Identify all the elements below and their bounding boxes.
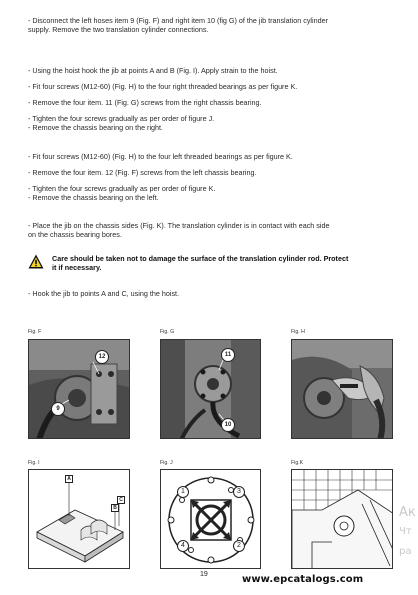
callout-a: A <box>65 475 73 483</box>
epcatalogs-link[interactable]: www.epcatalogs.com <box>242 574 364 585</box>
fig-j-drawing <box>160 469 261 569</box>
fig-j-label: Fig. J <box>160 460 173 466</box>
fig-g-label: Fig. G <box>160 329 175 335</box>
step-hook-jib: - Using the hoist hook the jib at points A and B (Fig. I). Apply strain to the hoist. <box>28 66 278 75</box>
fig-f-photo <box>28 339 130 439</box>
instruction-block-8 <box>28 184 403 203</box>
callout-order-4: 4 <box>177 540 189 552</box>
instruction-block-9 <box>28 221 403 240</box>
ghost-text-2: Чт <box>399 526 412 537</box>
callout-order-3: 3 <box>233 486 245 498</box>
step-remove-left-screws: - Remove the four item. 12 (Fig. F) screws from the left chassis bearing. <box>28 168 257 177</box>
step-hook-jib-ac: - Hook the jib to points A and C, using the hoist. <box>28 289 180 298</box>
page-number: 19 <box>200 571 208 578</box>
step-fit-left-screws: - Fit four screws (M12-60) (Fig. H) to the four left threaded bearings as per figure K. <box>28 152 293 161</box>
callout-order-2: 2 <box>233 540 245 552</box>
instruction-block-10 <box>28 289 403 298</box>
instruction-block-2 <box>28 66 403 75</box>
callout-12: 12 <box>95 350 109 364</box>
instruction-block-3 <box>28 82 403 91</box>
fig-i-drawing <box>28 469 130 569</box>
fig-k-drawing <box>291 469 393 569</box>
callout-order-1: 1 <box>177 486 189 498</box>
fig-g-photo <box>160 339 261 439</box>
callout-b: B <box>111 504 119 512</box>
step-tighten-left: - Tighten the four screws gradually as per order of figure K. - Remove the chassis bearing on the left. <box>28 184 216 203</box>
instruction-block-5 <box>28 114 403 133</box>
step-place-jib: - Place the jib on the chassis sides (Fig. K). The translation cylinder is in contact with each side on the chassis bearing bores. <box>28 221 330 240</box>
fig-h-photo <box>291 339 393 439</box>
fig-k-image <box>292 470 393 569</box>
callout-c: C <box>117 496 125 504</box>
callout-10: 10 <box>221 418 235 432</box>
callout-11: 11 <box>221 348 235 362</box>
ghost-text-3: ра <box>399 546 412 557</box>
instruction-block-4 <box>28 98 403 107</box>
fig-g-image <box>161 340 261 439</box>
warning-text: Care should be taken not to damage the surface of the translation cylinder rod. Protect it if necessary. <box>52 254 349 273</box>
callout-9: 9 <box>51 402 65 416</box>
instruction-block-6 <box>28 152 403 161</box>
fig-i-label: Fig. I <box>28 460 40 466</box>
warning-box <box>28 253 403 277</box>
step-fit-right-screws: - Fit four screws (M12-60) (Fig. H) to the four right threaded bearings as per figure K. <box>28 82 298 91</box>
fig-h-image <box>292 340 393 439</box>
ghost-text-1: Ак <box>399 505 416 520</box>
fig-f-label: Fig. F <box>28 329 42 335</box>
fig-f-image <box>29 340 130 439</box>
fig-j-image <box>161 470 261 569</box>
fig-h-label: Fig. H <box>291 329 305 335</box>
step-disconnect-hoses: - Disconnect the left hoses item 9 (Fig. F) and right item 10 (fig G) of the jib translation cylinder supply. Remove the two translation cylinder connections. <box>28 16 329 35</box>
step-remove-right-screws: - Remove the four item. 11 (Fig. G) screws from the right chassis bearing. <box>28 98 262 107</box>
instruction-block-7 <box>28 168 403 177</box>
warning-triangle-icon <box>28 254 44 269</box>
step-tighten-right: - Tighten the four screws gradually as per order of figure J. - Remove the chassis bearing on the right. <box>28 114 215 133</box>
fig-k-label: Fig.K <box>291 460 304 466</box>
fig-i-image <box>29 470 130 569</box>
instruction-block-1 <box>28 16 403 35</box>
